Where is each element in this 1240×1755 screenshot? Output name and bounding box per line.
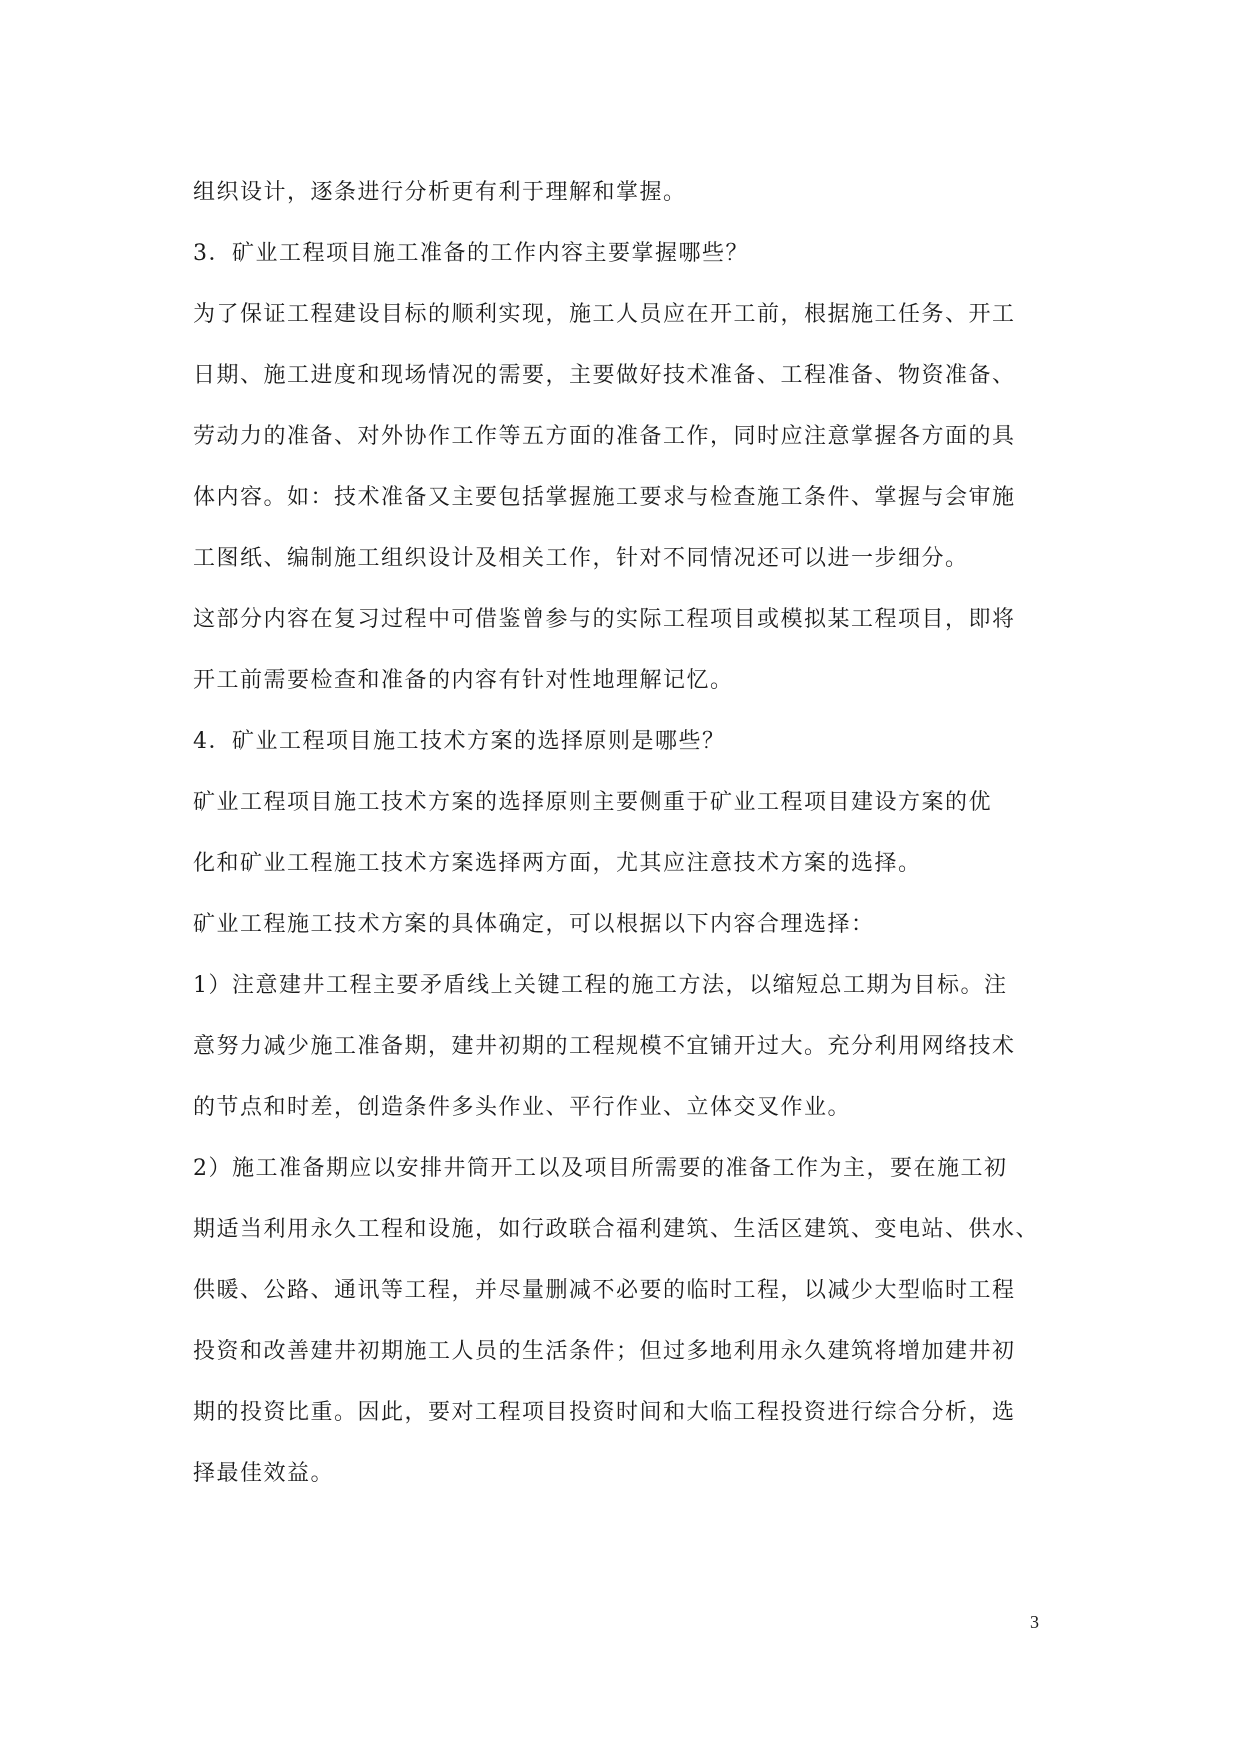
text-line: 择最佳效益。 [193, 1461, 335, 1486]
body-text [193, 162, 1053, 1504]
text-line: 体内容。如：技术准备又主要包括掌握施工要求与检查施工条件、掌握与会审施 [193, 485, 1016, 510]
text-line: 化和矿业工程施工技术方案选择两方面，尤其应注意技术方案的选择。 [193, 851, 922, 876]
text-line: 期的投资比重。因此，要对工程项目投资时间和大临工程投资进行综合分析，选 [193, 1400, 1016, 1425]
list-item-text: 1）注意建井工程主要矛盾线上关键工程的施工方法，以缩短总工期为目标。注 [193, 973, 1008, 998]
text-line: 日期、施工进度和现场情况的需要，主要做好技术准备、工程准备、物资准备、 [193, 363, 1016, 388]
text-line: 工图纸、编制施工组织设计及相关工作，针对不同情况还可以进一步细分。 [193, 546, 969, 571]
text-line: 开工前需要检查和准备的内容有针对性地理解记忆。 [193, 668, 734, 693]
text-line: 意努力减少施工准备期，建井初期的工程规模不宜铺开过大。充分利用网络技术 [193, 1034, 1016, 1059]
text-line: 组织设计，逐条进行分析更有利于理解和掌握。 [193, 180, 687, 205]
list-item-text: 2）施工准备期应以安排井筒开工以及项目所需要的准备工作为主，要在施工初 [193, 1156, 1008, 1181]
text-line: 投资和改善建井初期施工人员的生活条件；但过多地利用永久建筑将增加建井初 [193, 1339, 1016, 1364]
text-line: 这部分内容在复习过程中可借鉴曾参与的实际工程项目或模拟某工程项目，即将 [193, 607, 1016, 632]
section-heading: 3．矿业工程项目施工准备的工作内容主要掌握哪些？ [193, 241, 749, 266]
text-line: 期适当利用永久工程和设施，如行政联合福利建筑、生活区建筑、变电站、供水、 [193, 1217, 1040, 1242]
text-line: 劳动力的准备、对外协作工作等五方面的准备工作，同时应注意掌握各方面的具 [193, 424, 1016, 449]
text-line: 为了保证工程建设目标的顺利实现，施工人员应在开工前，根据施工任务、开工 [193, 302, 1016, 327]
text-line: 的节点和时差，创造条件多头作业、平行作业、立体交叉作业。 [193, 1095, 852, 1120]
page-number: 3 [1030, 1612, 1039, 1632]
text-line: 供暖、公路、通讯等工程，并尽量删减不必要的临时工程，以减少大型临时工程 [193, 1278, 1016, 1303]
section-heading: 4．矿业工程项目施工技术方案的选择原则是哪些？ [193, 729, 726, 754]
text-line: 矿业工程项目施工技术方案的选择原则主要侧重于矿业工程项目建设方案的优 [193, 790, 993, 815]
text-line: 矿业工程施工技术方案的具体确定，可以根据以下内容合理选择： [193, 912, 875, 937]
